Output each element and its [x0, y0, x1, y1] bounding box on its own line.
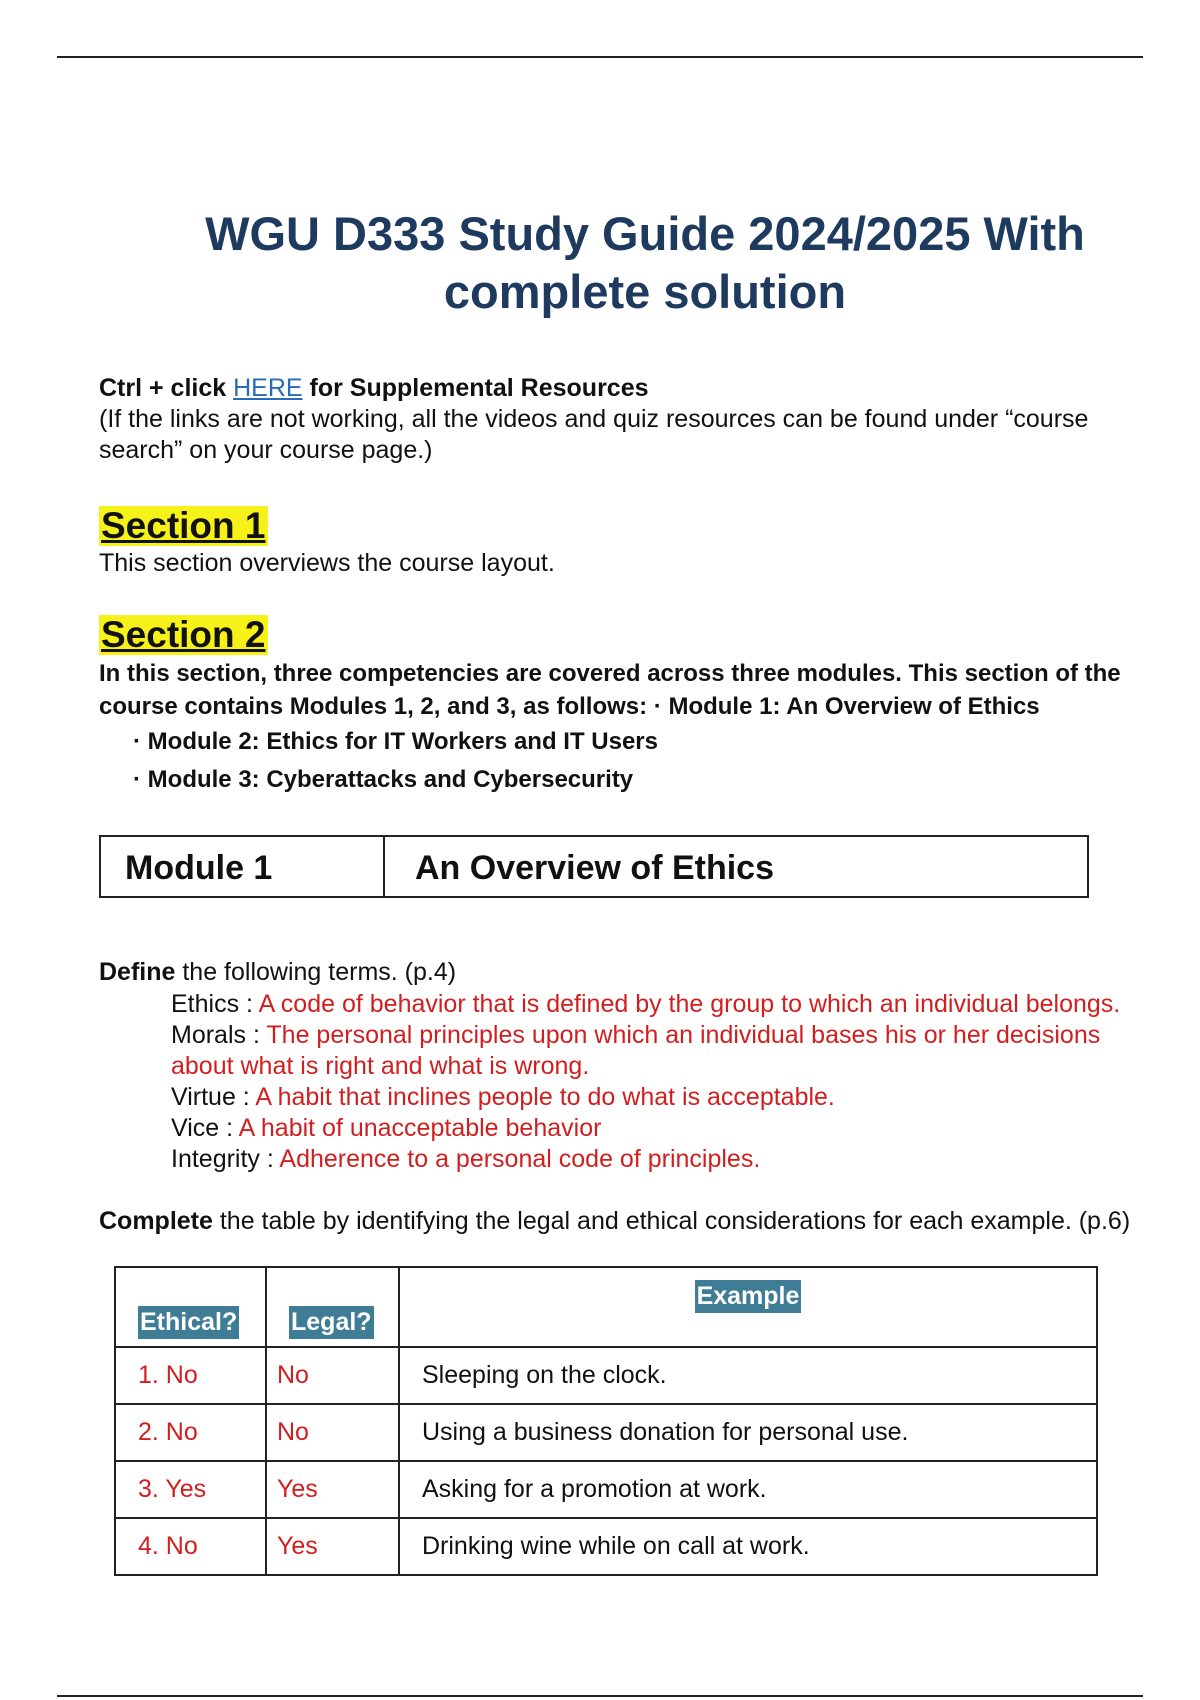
term-label: Integrity :	[171, 1145, 274, 1173]
term-label: Virtue :	[171, 1083, 250, 1111]
term-label: Morals :	[171, 1021, 260, 1049]
table-header-row	[115, 1267, 1097, 1347]
section-2-description: In this section, three competencies are covered across three modules. This section of the course contains Modules 1, 2, and 3, as follows: · Module 1: An Overview of Ethics	[99, 660, 1121, 720]
cell-example: Sleeping on the clock.	[399, 1347, 1097, 1404]
define-lead: Define	[99, 958, 176, 986]
term-list	[99, 989, 1149, 1175]
term-morals-continuation: about what is right and what is wrong.	[171, 1052, 590, 1080]
complete-lead: Complete	[99, 1207, 213, 1235]
term-morals	[171, 1020, 1149, 1051]
header-legal: Legal?	[266, 1267, 399, 1347]
module-header-table	[99, 835, 1089, 898]
document-title: WGU D333 Study Guide 2024/2025 With complete solution	[205, 207, 1085, 318]
example-table	[114, 1266, 1098, 1576]
section-2	[99, 615, 1149, 799]
term-definition: A habit of unacceptable behavior	[238, 1114, 602, 1142]
cell-legal: No	[266, 1347, 399, 1404]
term-vice	[171, 1113, 1149, 1144]
cell-ethical: 4. No	[115, 1518, 266, 1575]
cell-example: Asking for a promotion at work.	[399, 1461, 1097, 1518]
supplemental-resources	[99, 373, 1149, 466]
section-2-heading: Section 2	[101, 614, 266, 655]
define-lead-rest: the following terms. (p.4)	[182, 958, 457, 986]
top-rule	[57, 56, 1143, 58]
cell-legal: Yes	[266, 1461, 399, 1518]
supplemental-link[interactable]: HERE	[233, 374, 303, 402]
term-definition: A habit that inclines people to do what is acceptable.	[255, 1083, 835, 1111]
section-1-heading: Section 1	[101, 505, 266, 546]
term-label: Ethics :	[171, 990, 253, 1018]
define-terms	[99, 957, 1149, 1175]
supplemental-note: (If the links are not working, all the videos and quiz resources can be found under “course search” on your course page.)	[99, 405, 1089, 464]
module-2-bullet: · Module 2: Ethics for IT Workers and IT Users	[133, 728, 658, 755]
section-1-description: This section overviews the course layout.	[99, 549, 555, 577]
term-definition: A code of behavior that is defined by the group to which an individual belongs.	[258, 990, 1121, 1018]
table-row	[115, 1461, 1097, 1518]
table-row	[115, 1404, 1097, 1461]
module-title: An Overview of Ethics	[415, 849, 774, 887]
term-definition: Adherence to a personal code of principles.	[279, 1145, 761, 1173]
table-row	[115, 1518, 1097, 1575]
complete-lead-rest: the table by identifying the legal and ethical considerations for each example. (p.6)	[219, 1207, 1131, 1235]
define-instruction	[99, 957, 1149, 988]
section-1	[99, 506, 1149, 578]
supplemental-suffix: for Supplemental Resources	[309, 374, 649, 402]
cell-example: Drinking wine while on call at work.	[399, 1518, 1097, 1575]
term-label: Vice :	[171, 1114, 234, 1142]
term-definition: The personal principles upon which an individual bases his or her decisions	[266, 1021, 1101, 1049]
header-example: Example	[399, 1267, 1097, 1347]
cell-ethical: 3. Yes	[115, 1461, 266, 1518]
term-virtue	[171, 1082, 1149, 1113]
cell-ethical: 1. No	[115, 1347, 266, 1404]
header-ethical: Ethical?	[115, 1267, 266, 1347]
cell-legal: Yes	[266, 1518, 399, 1575]
term-integrity	[171, 1144, 1149, 1175]
table-row	[115, 1347, 1097, 1404]
cell-legal: No	[266, 1404, 399, 1461]
supplemental-line	[99, 373, 1149, 404]
cell-example: Using a business donation for personal use.	[399, 1404, 1097, 1461]
bottom-rule	[57, 1695, 1143, 1697]
term-ethics	[171, 989, 1149, 1020]
ctrl-click-text: Ctrl + click	[99, 374, 227, 402]
module-number: Module 1	[101, 837, 385, 896]
module-3-bullet: · Module 3: Cyberattacks and Cybersecurity	[133, 766, 634, 793]
cell-ethical: 2. No	[115, 1404, 266, 1461]
complete-instruction	[99, 1206, 1149, 1237]
